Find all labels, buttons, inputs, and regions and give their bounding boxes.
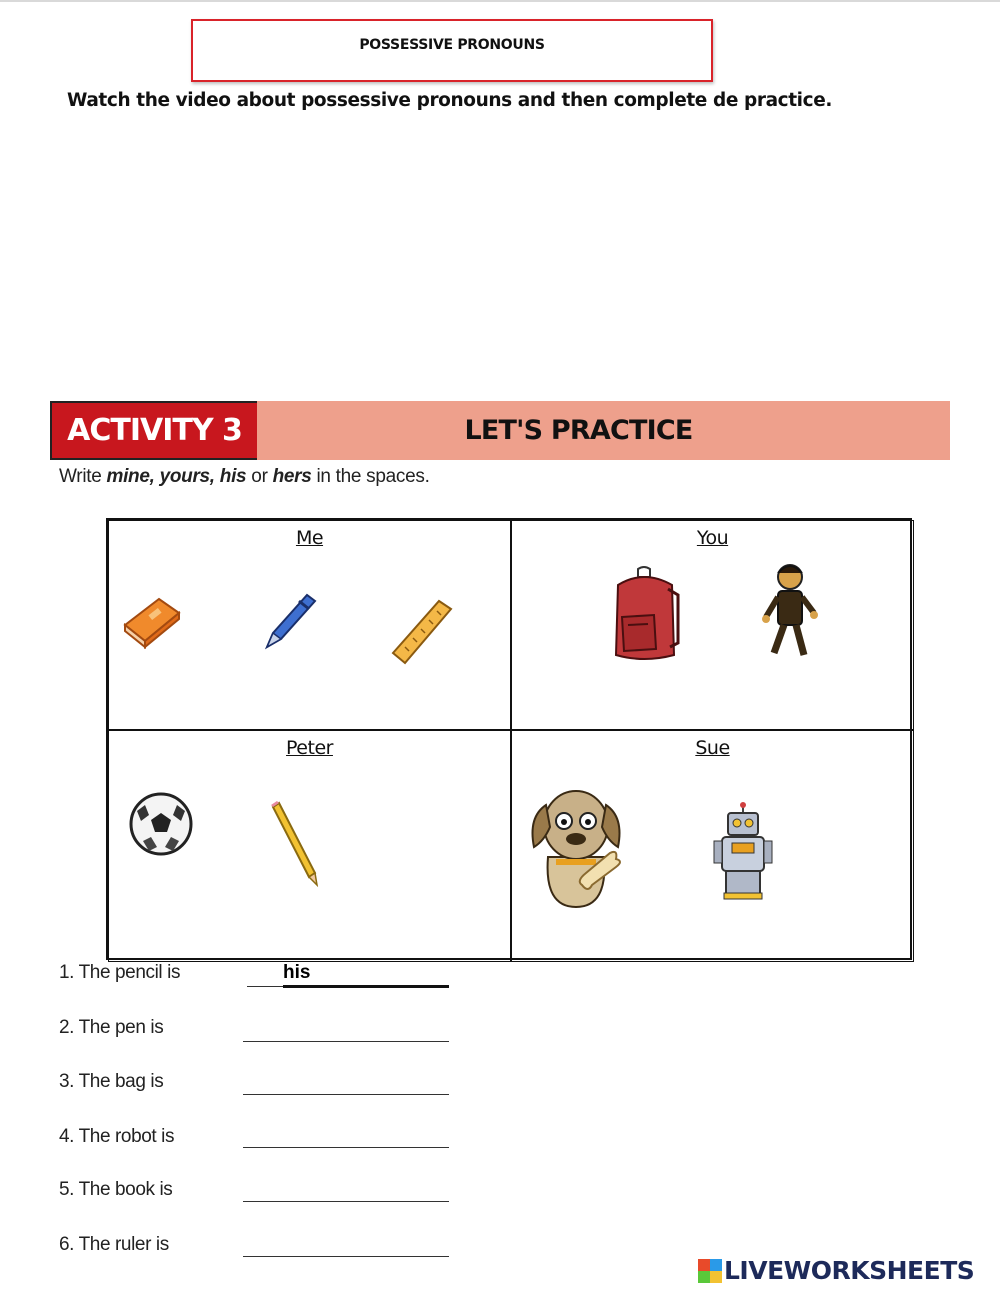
ruler-icon [389, 595, 455, 672]
answer-blank-3[interactable] [243, 1093, 449, 1095]
activity-heading: LET'S PRACTICE [257, 401, 950, 460]
owner-cell-peter [108, 730, 511, 962]
answer-blank-2[interactable] [243, 1040, 449, 1042]
page-top-rule [0, 0, 1000, 2]
answer-input-1[interactable] [283, 961, 449, 988]
sentence-5: 5. The book is [59, 1179, 173, 1200]
soccer-ball-icon [129, 789, 193, 864]
sentence-4: 4. The robot is [59, 1126, 175, 1147]
sentence-1: 1. The pencil is [59, 962, 181, 983]
sentence-6: 6. The ruler is [59, 1234, 169, 1255]
answer-underline-1 [247, 985, 283, 987]
liveworksheets-logo-icon [698, 1259, 722, 1283]
owner-label: You [696, 527, 729, 549]
sentence-3: 3. The bag is [59, 1071, 164, 1092]
sentence-2: 2. The pen is [59, 1017, 164, 1038]
owner-label: Me [295, 527, 324, 549]
answer-blank-5[interactable] [243, 1200, 449, 1202]
activity-number: ACTIVITY 3 [50, 401, 257, 460]
answer-blank-6[interactable] [243, 1255, 449, 1257]
robot-icon [710, 801, 776, 906]
pen-icon [259, 587, 319, 658]
answer-blank-4[interactable] [243, 1146, 449, 1148]
liveworksheets-logo-text: LIVEWORKSHEETS [724, 1256, 975, 1285]
doll-icon [762, 561, 818, 666]
worksheet-title [191, 19, 713, 82]
owner-label: Sue [695, 737, 730, 759]
owners-grid [106, 518, 912, 960]
exercise-instruction: Write mine, yours, his or hers in the spaces. [59, 466, 430, 487]
video-instruction: Watch the video about possessive pronouns and then complete de practice. [67, 90, 832, 111]
liveworksheets-logo [698, 1256, 974, 1285]
worksheet-title-text: POSSESSIVE PRONOUNS [359, 37, 545, 53]
owner-cell-me [108, 520, 511, 730]
video-embed-area[interactable] [60, 125, 940, 385]
backpack-icon [608, 565, 682, 670]
owner-label: Peter [286, 737, 333, 759]
pencil-icon [269, 801, 323, 892]
activity-banner [50, 401, 950, 460]
book-icon [119, 591, 183, 656]
puppy-icon [526, 777, 626, 918]
owner-cell-you [511, 520, 914, 730]
owner-cell-sue [511, 730, 914, 962]
